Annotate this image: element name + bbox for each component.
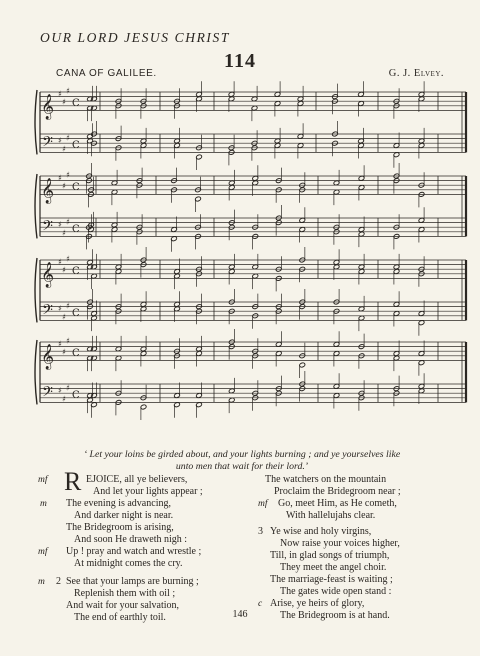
epigraph-line-1: ‘ Let your loins be girded about, and your lights burning ; and ye yourselves like [83,449,401,460]
verse-line: And soon He draweth nigh : [74,534,188,545]
running-title: OUR LORD JESUS CHRIST [40,30,230,45]
verse-number: 2 [56,576,61,587]
key-signature-sharps-icon: ♯ [58,136,62,146]
brace-icon [35,340,37,404]
key-signature-sharps-icon: ♯ [62,312,66,322]
key-signature-sharps-icon: ♯ [58,220,62,230]
verse-line: Proclaim the Bridegroom near ; [274,486,401,497]
treble-clef-icon: 𝄞 [41,178,55,204]
key-signature-sharps-icon: ♯ [66,336,70,346]
common-time-icon: C [72,181,80,193]
verse-line: The watchers on the mountain [265,474,387,485]
verse-line: Ye wise and holy virgins, [270,526,372,537]
dynamic-mark: m [40,499,47,509]
verse-line: The end of earthly toil. [74,612,166,623]
verse-line: See that your lamps are burning ; [66,576,199,587]
dynamic-mark: mf [38,547,48,557]
verse-line: Arise, ye heirs of glory, [270,598,365,609]
dynamic-mark: mf [38,475,48,485]
key-signature-sharps-icon: ♯ [62,347,66,357]
music-score [0,80,480,440]
key-signature-sharps-icon: ♯ [58,386,62,396]
verse-line-text: , all ye believers, [119,474,188,485]
key-signature-sharps-icon: ♯ [62,228,66,238]
common-time-icon: C [72,139,80,151]
key-signature-sharps-icon: ♯ [62,265,66,275]
key-signature-sharps-icon: ♯ [58,173,62,183]
common-time-icon: C [72,389,80,401]
bass-clef-icon: 𝄢 [42,301,53,322]
key-signature-sharps-icon: ♯ [62,394,66,404]
common-time-icon: C [72,97,80,109]
treble-clef-icon: 𝄞 [41,262,55,288]
verse-line: The marriage-feast is waiting ; [270,574,393,585]
key-signature-sharps-icon: ♯ [58,89,62,99]
tune-name: CANA OF GALILEE. [56,68,157,79]
key-signature-sharps-icon: ♯ [58,257,62,267]
verse-first-word: EJOICE [86,474,120,485]
hymn-number: 114 [224,50,256,72]
verse-line: Replenish them with oil ; [74,588,176,599]
drop-cap: R [64,467,82,496]
key-signature-sharps-icon: ♯ [66,383,70,393]
verse-line: The evening is advancing, [66,498,171,509]
key-signature-sharps-icon: ♯ [62,181,66,191]
verse-line: The Bridegroom is at hand. [280,610,390,621]
key-signature-sharps-icon: ♯ [58,339,62,349]
verse-line [86,474,187,486]
key-signature-sharps-icon: ♯ [66,133,70,143]
key-signature-sharps-icon: ♯ [66,301,70,311]
common-time-icon: C [72,223,80,235]
common-time-icon: C [72,347,80,359]
bass-clef-icon: 𝄢 [42,217,53,238]
common-time-icon: C [72,307,80,319]
common-time-icon: C [72,265,80,277]
brace-icon [35,90,37,154]
verse-line: Till, in glad songs of triumph, [270,550,390,561]
epigraph-line-2: unto men that wait for their lord.’ [175,461,309,472]
verse-line: Go, meet Him, as He cometh, [278,498,397,509]
verse-line: At midnight comes the cry. [74,558,183,569]
bass-clef-icon: 𝄢 [42,133,53,154]
key-signature-sharps-icon: ♯ [62,144,66,154]
verses [0,467,480,623]
key-signature-sharps-icon: ♯ [58,304,62,314]
key-signature-sharps-icon: ♯ [66,170,70,180]
verse-line: The gates wide open stand : [280,586,392,597]
bass-clef-icon: 𝄢 [42,383,53,404]
epigraph [30,449,454,473]
dynamic-mark: c [258,599,263,609]
treble-clef-icon: 𝄞 [41,344,55,370]
verse-number: 3 [258,526,263,537]
verse-line: Up ! pray and watch and wrestle ; [66,546,202,557]
key-signature-sharps-icon: ♯ [66,86,70,96]
verse-line: And darker night is near. [74,510,174,521]
verse-line: They meet the angel choir. [280,562,387,573]
key-signature-sharps-icon: ♯ [62,97,66,107]
key-signature-sharps-icon: ♯ [66,217,70,227]
verse-line: With hallelujahs clear. [286,510,376,521]
brace-icon [35,174,37,238]
dynamic-mark: mf [258,499,268,509]
verse-line: And let your lights appear ; [93,486,203,497]
page-number: 146 [232,609,248,620]
verse-line: Now raise your voices higher, [280,538,400,549]
key-signature-sharps-icon: ♯ [66,254,70,264]
verse-line: And wait for your salvation, [66,600,180,611]
treble-clef-icon: 𝄞 [41,94,55,120]
verse-line: The Bridegroom is arising, [66,522,174,533]
dynamic-mark: m [38,577,45,587]
brace-icon [35,258,37,322]
composer: G. J. Elvey. [388,68,444,79]
